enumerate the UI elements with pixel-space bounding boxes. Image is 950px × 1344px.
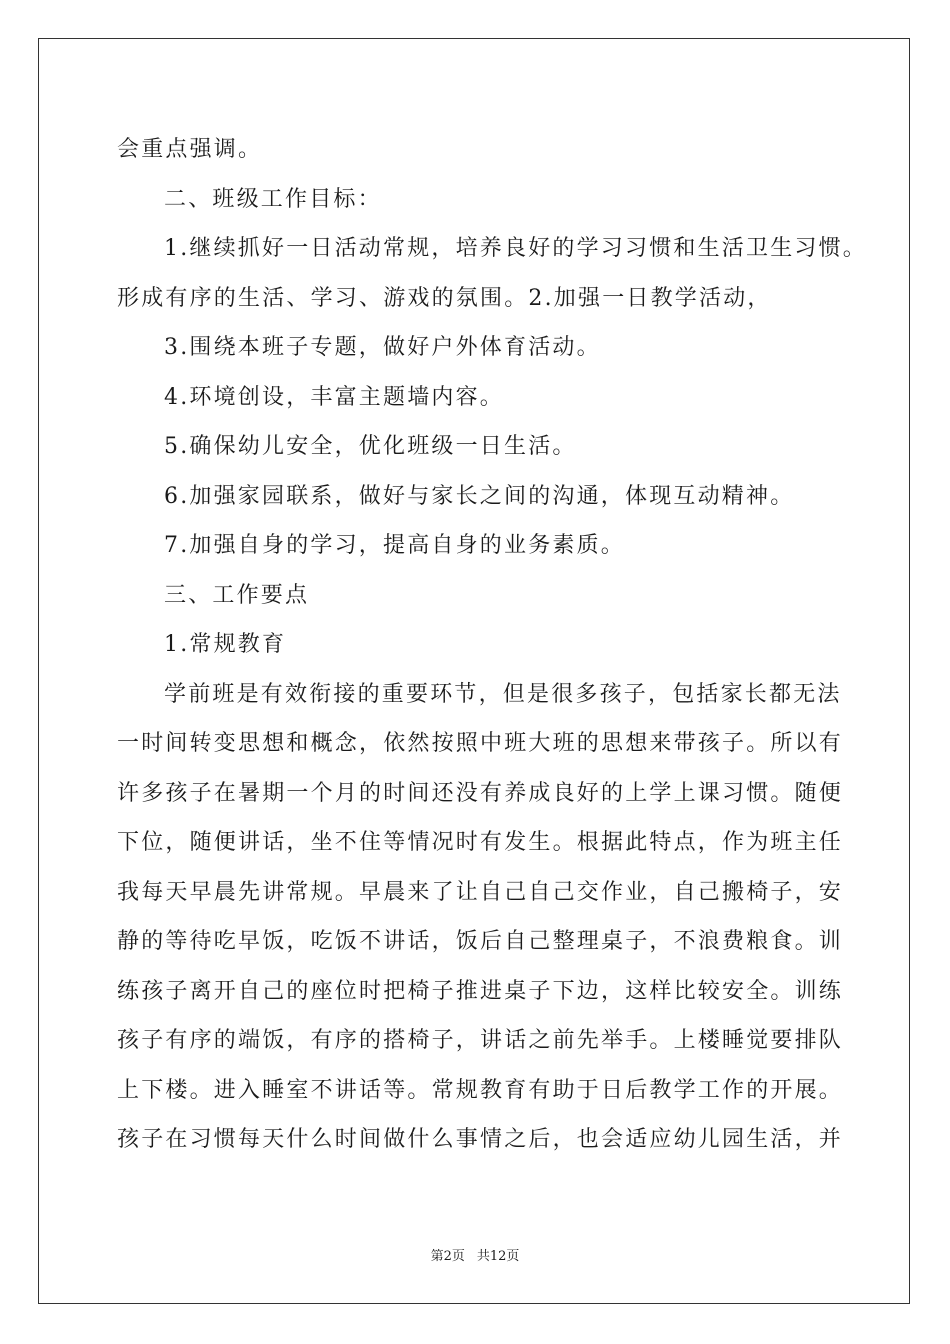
text-line: 我每天早晨先讲常规。早晨来了让自己自己交作业，自己搬椅子，安: [117, 879, 844, 905]
text-line: 7.加强自身的学习，提高自身的业务素质。: [164, 533, 625, 558]
text-line: 3.围绕本班子专题，做好户外体育活动。: [164, 335, 601, 360]
text-line: 1.常规教育: [164, 632, 287, 657]
page-number: 第2页: [430, 1249, 465, 1264]
text-line: 6.加强家园联系，做好与家长之间的沟通，体现互动精神。: [164, 483, 795, 509]
text-line: 会重点强调。: [117, 137, 263, 162]
text-line: 学前班是有效衔接的重要环节，但是很多孩子，包括家长都无法: [164, 681, 842, 707]
text-line: 5.确保幼儿安全，优化班级一日生活。: [164, 434, 577, 459]
text-line: 上下楼。进入睡室不讲话等。常规教育有助于日后教学工作的开展。: [117, 1077, 844, 1103]
text-line: 三、工作要点: [164, 582, 310, 608]
page-footer: [0, 1248, 950, 1266]
page-total: 共12页: [476, 1249, 520, 1264]
text-line: 孩子有序的端饭，有序的搭椅子，讲话之前先举手。上楼睡觉要排队: [117, 1028, 844, 1053]
text-line: 4.环境创设，丰富主题墙内容。: [164, 384, 504, 410]
text-line: 形成有序的生活、学习、游戏的氛围。2.加强一日教学活动，: [117, 285, 772, 311]
text-line: 孩子在习惯每天什么时间做什么事情之后，也会适应幼儿园生活，并: [117, 1127, 844, 1152]
text-line: 许多孩子在暑期一个月的时间还没有养成良好的上学上课习惯。随便: [117, 780, 844, 806]
document-body: [117, 125, 867, 1165]
text-line: 下位，随便讲话，坐不住等情况时有发生。根据此特点，作为班主任: [117, 830, 844, 855]
text-line: 静的等待吃早饭，吃饭不讲话，饭后自己整理桌子，不浪费粮食。训: [117, 929, 844, 954]
text-line: 1.继续抓好一日活动常规，培养良好的学习习惯和生活卫生习惯。: [164, 236, 867, 261]
text-line: 二、班级工作目标：: [164, 186, 382, 212]
text-line: 一时间转变思想和概念，依然按照中班大班的思想来带孩子。所以有: [117, 731, 844, 756]
text-line: 练孩子离开自己的座位时把椅子推进桌子下边，这样比较安全。训练: [117, 978, 844, 1004]
